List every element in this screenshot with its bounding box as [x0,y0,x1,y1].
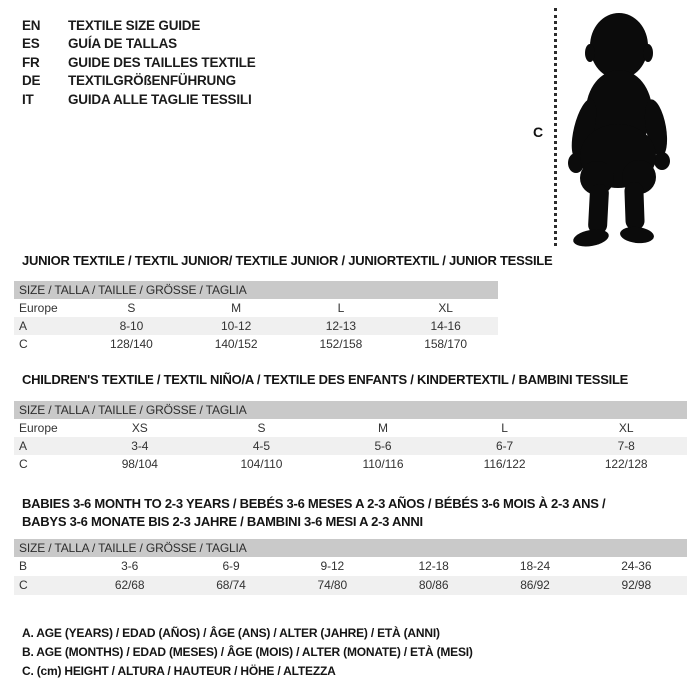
table-cell: 14-16 [430,319,461,333]
table-cell: 6-7 [496,439,514,453]
table-cell: 18-24 [519,559,551,573]
table-cell: 62/68 [114,578,145,592]
footnote-b: B. AGE (MONTHS) / EDAD (MESES) / ÂGE (MOIS) / ALTER (MONATE) / ETÀ (MESI) [22,645,473,659]
table-row [14,455,687,473]
lang-code: FR [22,54,40,70]
footnotes [22,624,473,681]
height-dotted-line [554,8,557,246]
lang-row-fr [22,53,256,72]
table-cell: 92/98 [621,578,652,592]
table-cell: 98/104 [121,457,158,471]
table-cell: 74/80 [317,578,348,592]
junior-heading: JUNIOR TEXTILE / TEXTIL JUNIOR/ TEXTILE JUNIOR / JUNIORTEXTIL / JUNIOR TESSILE [22,253,553,268]
row-label: C [19,337,28,351]
footnote-a: A. AGE (YEARS) / EDAD (AÑOS) / ÂGE (ANS) / ALTER (JAHRE) / ETÀ (ANNI) [22,626,440,640]
table-cell: 158/170 [424,337,467,351]
table-cell: 140/152 [214,337,258,351]
table-cell: 68/74 [216,578,246,592]
babies-heading-line2: BABYS 3-6 MONATE BIS 2-3 JAHRE / BAMBINI 3-6 MESI A 2-3 ANNI [22,513,423,529]
table-cell: 12-13 [325,319,356,333]
row-label: A [19,319,28,333]
table-cell: M [231,301,242,315]
table-cell: 7-8 [617,439,635,453]
row-label: A [19,439,28,453]
table-cell: 6-9 [222,559,240,573]
table-row [14,419,687,437]
lang-code: DE [22,73,41,89]
table-cell: XL [438,301,453,315]
size-header-bar: SIZE / TALLA / TAILLE / GRÖSSE / TAGLIA [14,401,687,419]
footnote-c: C. (cm) HEIGHT / ALTURA / HAUTEUR / HÖHE / ALTEZZA [22,664,336,678]
measure-c-label: C [533,124,544,140]
table-cell: 24-36 [621,559,652,573]
lang-label: GUÍA DE TALLAS [68,36,177,52]
table-cell: XL [618,421,634,435]
children-heading: CHILDREN'S TEXTILE / TEXTIL NIÑO/A / TEXTILE DES ENFANTS / KINDERTEXTIL / BAMBINI TESSILE [22,372,629,387]
table-cell: 12-18 [418,559,449,573]
table-cell: L [501,421,508,435]
row-label: Europe [19,421,58,435]
table-cell: 152/158 [319,337,363,351]
table-cell: 122/128 [604,457,648,471]
table-row [14,317,498,335]
table-row [14,437,687,455]
table-cell: 80/86 [418,578,449,592]
lang-row-es [22,35,256,54]
children-size-table [14,401,687,473]
height-measure-figure [527,2,700,252]
table-cell: 8-10 [119,319,144,333]
table-row [14,557,687,576]
table-cell: 5-6 [374,439,392,453]
lang-label: TEXTILGRÖßENFÜHRUNG [68,73,236,89]
lang-label: GUIDE DES TAILLES TEXTILE [68,54,256,70]
row-label: B [19,559,28,573]
table-cell: 86/92 [520,578,550,592]
lang-row-en [22,16,256,35]
table-cell: 3-4 [131,439,149,453]
table-cell: 104/110 [240,457,283,471]
lang-label: TEXTILE SIZE GUIDE [68,17,201,33]
row-label: C [19,457,28,471]
table-cell: 110/116 [362,457,404,471]
row-label: C [19,578,28,592]
junior-size-table [14,281,498,353]
lang-label: GUIDA ALLE TAGLIE TESSILI [68,91,252,107]
size-header-bar: SIZE / TALLA / TAILLE / GRÖSSE / TAGLIA [14,539,687,557]
babies-heading-line1: BABIES 3-6 MONTH TO 2-3 YEARS / BEBÉS 3-6 MESES A 2-3 AÑOS / BÉBÉS 3-6 MOIS À 2-3 ANS / [22,496,606,511]
table-cell: M [378,421,388,435]
table-row [14,576,687,595]
babies-size-table [14,539,687,595]
language-legend [22,16,256,109]
lang-row-it [22,90,256,109]
table-cell: 4-5 [252,439,270,453]
lang-code: ES [22,36,40,52]
size-header-bar: SIZE / TALLA / TAILLE / GRÖSSE / TAGLIA [14,281,498,299]
table-cell: 128/140 [110,337,153,351]
table-cell: S [127,301,136,315]
table-cell: L [337,301,345,315]
table-cell: S [257,421,266,435]
lang-code: IT [22,91,34,107]
table-row [14,299,498,317]
babies-heading [22,495,605,530]
lang-row-de [22,72,256,91]
table-cell: 3-6 [121,559,139,573]
table-cell: 9-12 [320,559,345,573]
table-cell: 116/122 [483,457,526,471]
lang-code: EN [22,17,41,33]
table-cell: 10-12 [221,319,252,333]
table-row [14,335,498,353]
row-label: Europe [19,301,58,315]
toddler-silhouette-icon [563,6,681,252]
table-cell: XS [131,421,148,435]
